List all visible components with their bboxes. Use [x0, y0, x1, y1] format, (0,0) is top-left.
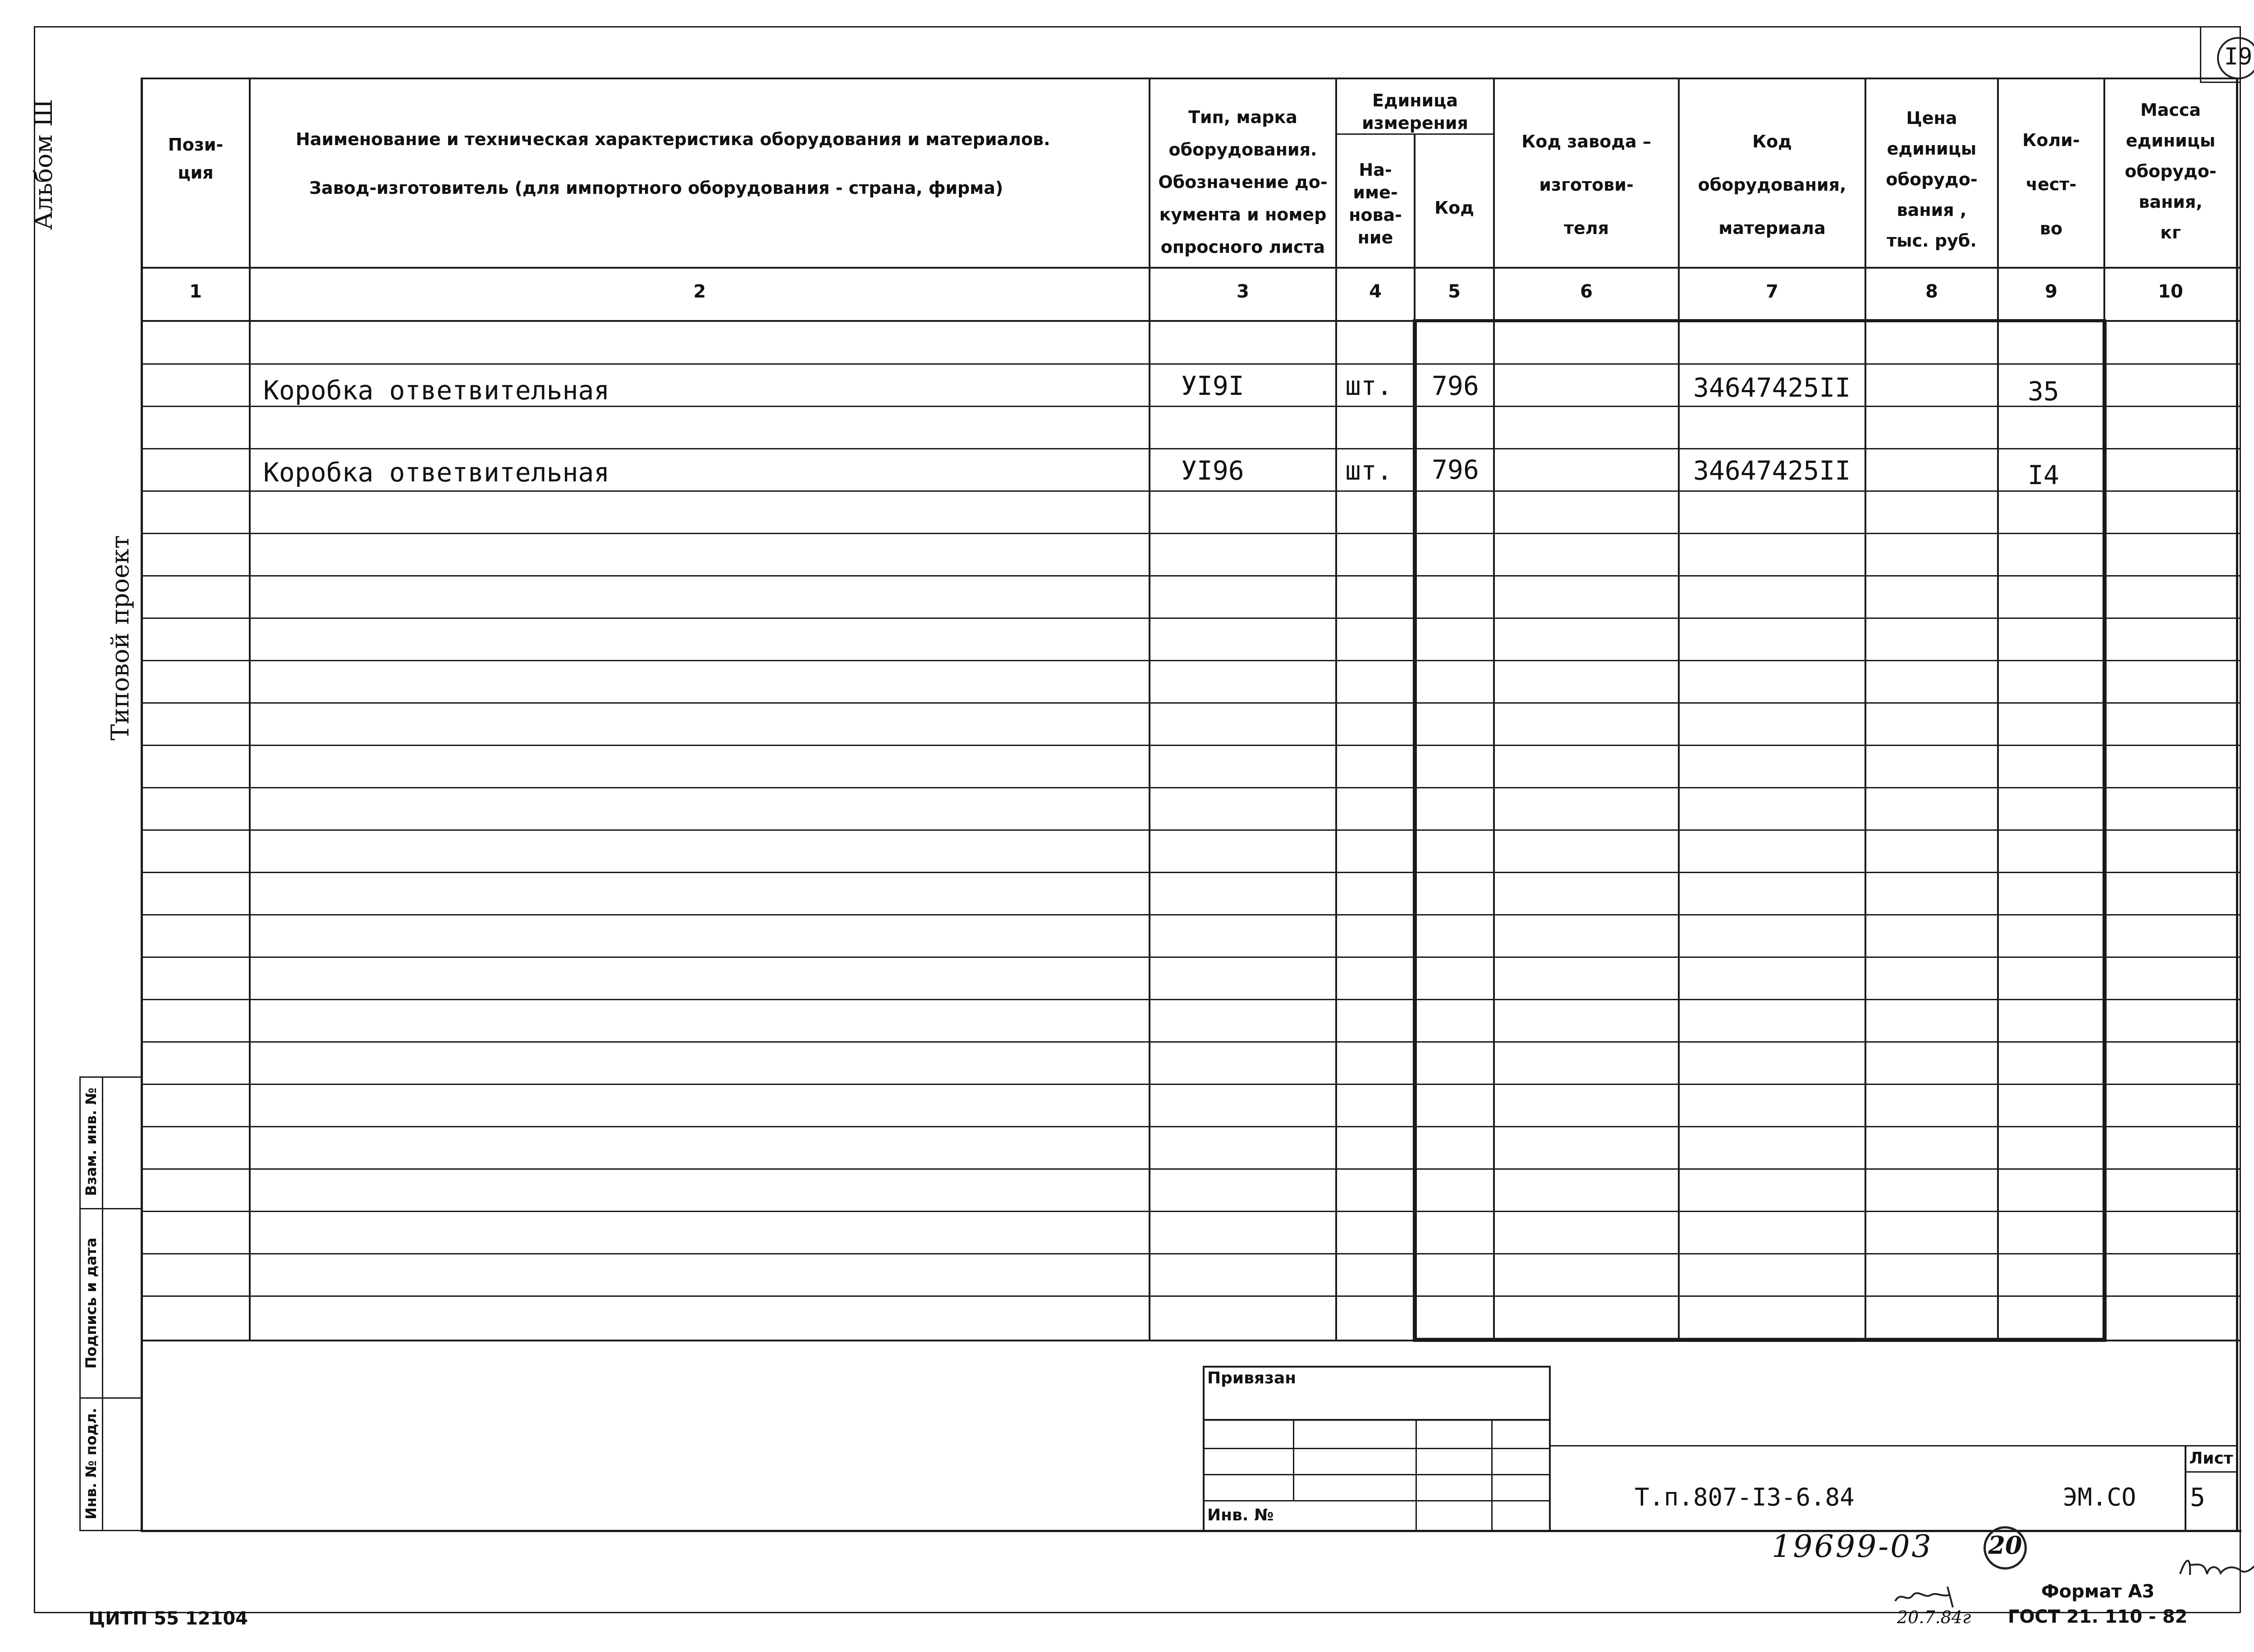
row-name: Коробка ответвительная	[263, 457, 610, 488]
doc-code: Т.п.807-I3-6.84	[1635, 1483, 1855, 1511]
header-unit-name: На- име- нова- ние	[1349, 160, 1402, 247]
header-mass: Масса единицы оборудо- вания, кг	[2125, 100, 2217, 243]
bound-box-line3	[1203, 1474, 1551, 1475]
bound-box-v1	[1293, 1419, 1294, 1501]
row-line	[141, 914, 2240, 915]
row-line	[141, 999, 2240, 1000]
header-bottom	[141, 267, 2240, 269]
stamp-bottom	[79, 1530, 142, 1531]
col-num-9: 9	[2045, 281, 2057, 302]
table-right	[2236, 78, 2238, 1532]
heavy-box-right	[2103, 321, 2107, 1341]
row-qty: I4	[2028, 460, 2059, 490]
bound-box-line1	[1203, 1419, 1551, 1421]
circled-number: 20	[1988, 1531, 2022, 1560]
row-line	[141, 490, 2240, 492]
heavy-box-left	[1413, 321, 1417, 1341]
col-num-10: 10	[2158, 281, 2183, 302]
row-line	[141, 1126, 2240, 1127]
title-line	[1551, 1445, 2237, 1446]
row-line	[141, 363, 2240, 365]
stamp-top	[79, 1076, 142, 1078]
project-label: Типовой проект	[106, 535, 134, 741]
row-unit: шт.	[1345, 371, 1393, 401]
col-num-4: 4	[1369, 281, 1382, 302]
bound-label: Привязан	[1207, 1369, 1297, 1387]
bound-box-line2	[1203, 1448, 1551, 1449]
sheet-box-mid	[2185, 1471, 2237, 1473]
row-type: УI96	[1181, 455, 1244, 486]
row-unit: шт.	[1345, 455, 1393, 486]
col-num-6: 6	[1580, 281, 1593, 302]
row-line	[141, 829, 2240, 831]
doc-mark: ЭМ.СО	[2063, 1483, 2136, 1511]
row-line	[141, 575, 2240, 577]
col-num-3: 3	[1237, 281, 1249, 302]
header-type: Тип, марка оборудования. Обозначение до- кумента и номер опросного листа	[1158, 107, 1328, 257]
table-top	[141, 78, 2241, 79]
header-position: Пози- ция	[168, 135, 224, 183]
sheet-mark-box-bottom	[2200, 82, 2240, 83]
row-line	[141, 1084, 2240, 1085]
signature-right-mark	[2177, 1547, 2254, 1588]
stamp-div1	[79, 1208, 142, 1209]
row-line	[141, 1168, 2240, 1170]
row-line	[141, 956, 2240, 958]
col-num-2: 2	[693, 281, 706, 302]
header-unit: Единица измерения	[1362, 91, 1468, 133]
row-line	[141, 872, 2240, 873]
row-name: Коробка ответвительная	[263, 375, 610, 406]
row-line	[141, 618, 2240, 619]
handwritten-number: 19699-03	[1772, 1529, 1933, 1565]
row-line	[141, 1295, 2240, 1297]
row-line	[141, 406, 2240, 407]
row-line	[141, 660, 2240, 661]
sheet-mark-box-left	[2200, 26, 2201, 82]
row-qty: 35	[2028, 376, 2059, 407]
col-div-2	[1149, 78, 1150, 1341]
row-line	[141, 448, 2240, 449]
header-name-line1: Наименование и техническая характеристика оборудования и материалов.	[296, 129, 1050, 149]
bound-box-v2	[1416, 1419, 1417, 1531]
date-handwritten: 20.7.84г	[1897, 1607, 1971, 1627]
row-equip-code: 34647425II	[1693, 372, 1851, 403]
row-line	[141, 787, 2240, 788]
outer-frame-left	[34, 26, 35, 1613]
header-price: Цена единицы оборудо- вания , тыс. руб.	[1886, 108, 1978, 251]
col-div-6	[1678, 78, 1680, 1341]
row-equip-code: 34647425II	[1693, 455, 1851, 486]
stamp-div2	[79, 1397, 142, 1399]
heavy-box-top	[1413, 319, 2106, 322]
col-div-1	[249, 78, 251, 1341]
row-type: УI9I	[1181, 371, 1244, 401]
col-div-5	[1493, 78, 1495, 1341]
bound-box-v3	[1491, 1419, 1493, 1531]
col-num-8: 8	[1925, 281, 1938, 302]
header-unit-code: Код	[1434, 198, 1474, 218]
inv-label: Инв. №	[1207, 1506, 1274, 1524]
col-num-5: 5	[1448, 281, 1461, 302]
signature-right	[2177, 1547, 2254, 1593]
format-label: Формат А3	[2041, 1581, 2155, 1602]
header-qty: Коли- чест- во	[2022, 130, 2080, 238]
gost-label: ГОСТ 21. 110 - 82	[2008, 1606, 2188, 1627]
row-line	[141, 745, 2240, 746]
row-line	[141, 1211, 2240, 1212]
outer-frame-top	[34, 26, 2240, 27]
sheet-number: 5	[2190, 1483, 2205, 1512]
sheet-label: Лист	[2189, 1449, 2233, 1468]
row-unit-code: 796	[1432, 371, 1479, 401]
col-div-7	[1865, 78, 1866, 1341]
heavy-box-bottom	[1413, 1338, 2106, 1342]
stamp-field-inv-original: Инв. № подл.	[82, 1408, 100, 1519]
header-name-line2: Завод-изготовитель (для импортного оборудования - страна, фирма)	[309, 178, 1003, 198]
col-num-1: 1	[189, 281, 202, 302]
col-num-7: 7	[1766, 281, 1778, 302]
header-equip-code: Код оборудования, материала	[1698, 132, 1846, 238]
header-factory-code: Код завода – изготови- теля	[1521, 132, 1651, 238]
album-label: Альбом Ш	[29, 99, 58, 230]
row-line	[141, 1041, 2240, 1043]
stamp-field-signature: Подпись и дата	[82, 1237, 100, 1369]
row-line	[141, 1253, 2240, 1254]
row-line	[141, 533, 2240, 534]
publisher-label: ЦИТП 55 12104	[88, 1608, 248, 1629]
col-div-3	[1335, 78, 1337, 1341]
stamp-field-replace-inv: Взам. инв. №	[82, 1087, 100, 1196]
row-unit-code: 796	[1432, 454, 1479, 485]
outer-frame-right	[2240, 26, 2241, 1613]
sheet-mark: I9	[2224, 43, 2253, 70]
row-line	[141, 702, 2240, 704]
col-div-8	[1997, 78, 1999, 1341]
